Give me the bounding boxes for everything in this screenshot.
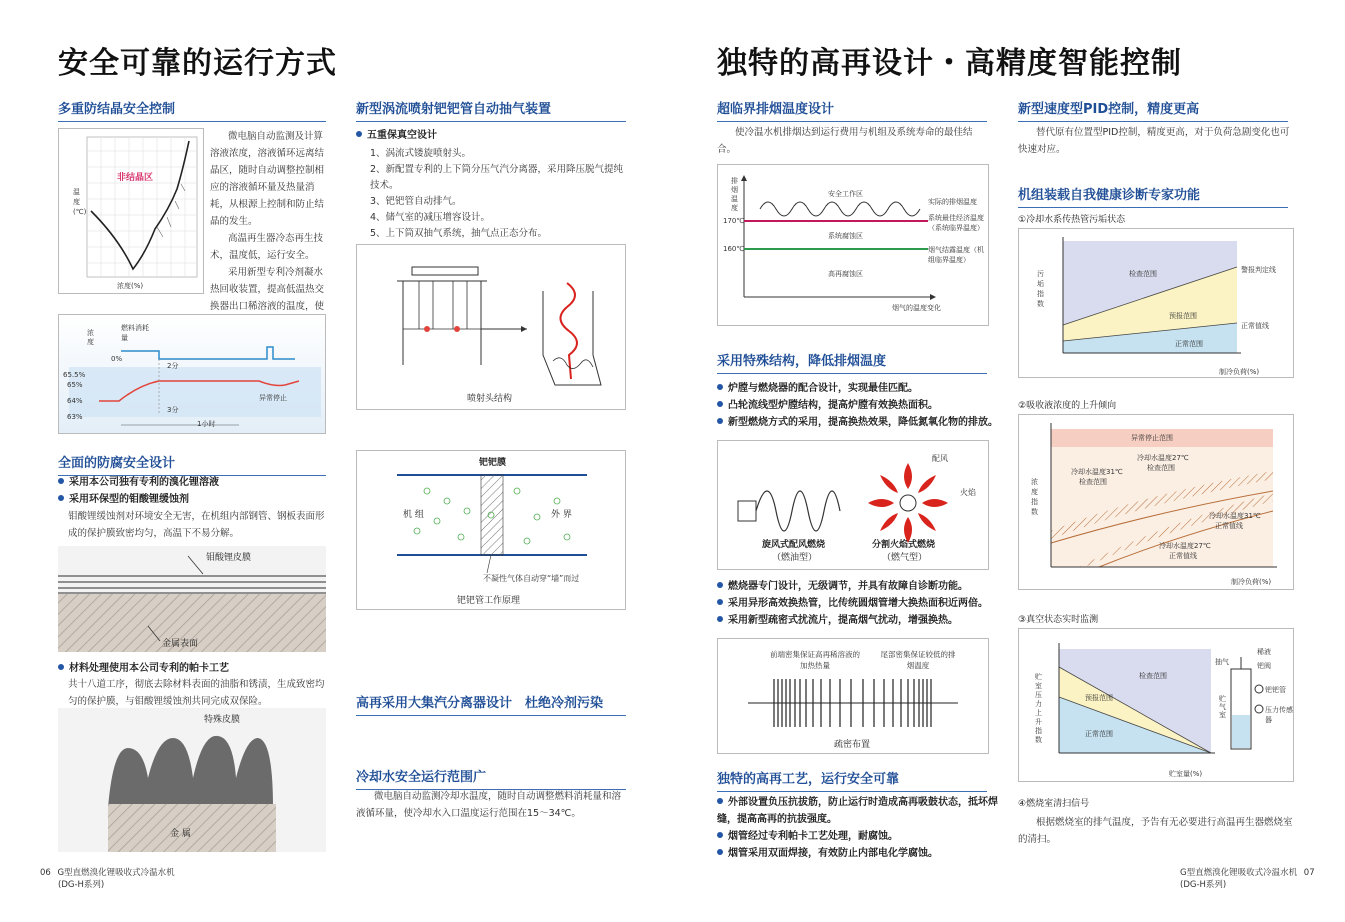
special-film-top-label: 特殊皮膜 [204,715,241,725]
trend-label-31-normal: 冷却水温度31℃ [1209,512,1261,520]
fouling-alarm-line: 警报判定线 [1241,266,1276,274]
vacuum-ylabel: 贮室压力上升指数 [1035,673,1042,744]
section-title-crystal: 多重防结晶安全控制 [58,98,326,122]
tick-64: 64% [67,397,83,405]
crystal-paragraph-1: 微电脑自动监测及计算溶液浓度，溶液循环远离结晶区，随时自动调整控制相应的溶液循环量及热量消耗，从根源上控制和防止结晶的发生。 [210,131,325,227]
crystal-paragraph-3: 采用新型专利冷剂凝水热回收装置，提高低温热交换器出口稀溶液的温度，使 [210,267,325,312]
footer-right-name: G型直燃溴化锂吸收式冷温水机 [1180,868,1298,878]
turbulator-left-label: 前端密集保证高再稀溶液的加热热量 [770,650,860,670]
exhaust-chart [717,164,989,326]
section-title-separator: 高再采用大集汽分离器设计 杜绝冷剂污染 [356,692,626,716]
vacuum-xlabel: 贮室量(%) [1169,770,1203,778]
label-system-optimal: 系统最佳经济温度（系统临界温度） [928,214,984,232]
zone-safe: 安全工作区 [828,190,863,198]
section-title-cooling: 冷却水安全运行范围广 [356,766,626,790]
fouling-zone-check: 检查范围 [1129,270,1157,278]
footer-left-name: G型直燃溴化锂吸收式冷温水机 [57,868,175,878]
diag4-title: ④燃烧室清扫信号 [1018,799,1090,809]
left-page-title: 安全可靠的运行方式 [58,46,337,81]
turbulator-figure [717,638,989,754]
trend-label-check-2: 检查范围 [1147,464,1175,472]
exhaust-tick-170: 170℃ [723,217,745,225]
device-chamber: 贮气室 [1219,695,1226,719]
concentration-trend-chart [1018,414,1294,590]
film-bottom-label: 金属表面 [162,639,199,649]
parker-bullet: 材料处理使用本公司专利的帕卡工艺 [58,660,328,677]
anticorrosion-bullet-2: 采用环保型的钼酸锂缓蚀剂 [58,491,328,508]
anticorrosion-bullets [58,474,328,508]
right-page-title: 独特的高再设计・高精度智能控制 [717,46,1182,81]
fouling-xlabel: 制冷负荷(%) [1219,368,1260,376]
diag4-text: 根据燃烧室的排气温度，予告有无必要进行高温再生器燃烧室的清扫。 [1018,817,1293,845]
vortex-item-1: 1、涡流式镂旋喷射头。 [370,148,472,159]
special-film-bottom-label: 金 属 [170,829,191,839]
film-top-label: 钼酸锂皮膜 [206,553,252,563]
device-pressure-sensor: 压力传感器 [1265,706,1293,724]
vacuum-zone-check: 检查范围 [1139,672,1167,680]
device-pd-tube: 钯钯管 [1265,686,1286,694]
burner-right-sub: （燃气型） [882,553,928,563]
structure-bullet-3: 新型燃烧方式的采用，提高换热效果，降低氮氧化物的排放。 [717,414,1002,431]
vortex-item-4: 4、储气室的减压增容设计。 [370,212,491,223]
device-suction: 抽气 [1215,658,1229,666]
trend-label-normal-1: 正常值线 [1215,522,1243,530]
anticorrosion-bullet-1: 采用本公司独有专利的溴化锂溶液 [58,474,328,491]
film-figure [58,546,326,652]
palladium-caption: 钯钯管工作原理 [457,596,521,606]
label-2min: 2分 [167,362,179,370]
diag2-title: ②吸收液浓度的上升倾向 [1018,401,1117,411]
structure-bullet-2: 凸轮流线型炉膛结构，提高炉膛有效换热面积。 [717,397,1002,414]
footer-left [40,866,175,890]
palladium-top-label: 钯钯膜 [479,458,507,468]
special-film-figure [58,708,326,852]
turbulator-right-label: 尾部密集保证较低的排烟温度 [880,650,956,670]
parker-text: 共十八道工序，彻底去除材料表面的油脂和锈渍，生成致密均匀的保护膜，与钼酸锂缓蚀剂共同完成双保险。 [68,679,325,707]
trend-top-zone: 异常停止范围 [1131,434,1173,442]
fouling-normal-line: 正常值线 [1241,322,1269,330]
section-title-diagnosis: 机组装载自我健康诊断专家功能 [1018,184,1288,208]
structure-bullets [717,380,1002,431]
label-actual-exhaust: 实际的排烟温度 [928,198,977,206]
zone-high-corrosion: 高再腐蚀区 [828,270,863,278]
palladium-left-label: 机 组 [403,510,424,520]
label-dew-point: 烟气结露温度（机组临界温度） [928,246,984,264]
craft-bullets [717,794,1002,862]
conc-label: 浓度 [87,329,94,346]
trend-label-27-normal: 冷却水温度27℃ [1159,542,1211,550]
section-title-anticorrosion: 全面的防腐安全设计 [58,452,326,476]
section-title-vortex: 新型涡流喷射钯钯管自动抽气装置 [356,98,626,122]
label-1hour: 1小时 [197,420,216,428]
label-abnormal-stop: 异常停止 [259,394,287,402]
section-title-craft: 独特的高再工艺，运行安全可靠 [717,768,987,792]
trend-label-31-check: 冷却水温度31℃ [1071,468,1123,476]
vortex-bullet: 五重保真空设计 [356,127,626,144]
trend-ylabel: 浓度指数 [1031,478,1038,516]
vortex-item-2: 2、新配置专利的上下筒分压气汽分离器，采用降压脱气提纯技术。 [370,164,624,191]
exhaust-tick-160: 160℃ [723,245,745,253]
tick-63: 63% [67,413,83,421]
tick-655: 65.5% [63,371,86,379]
burner-wind-label: 配风 [932,454,948,463]
diag1-title: ①冷却水系传热管污垢状态 [1018,215,1126,225]
trend-label-check-1: 检查范围 [1079,478,1107,486]
fouling-ylabel: 污垢指数 [1037,270,1044,308]
footer-right-series: (DG-H系列) [1180,880,1227,890]
craft-bullet-3: 烟管采用双面焊接，有效防止内部电化学腐蚀。 [717,845,1002,862]
section-title-structure: 采用特殊结构，降低排烟温度 [717,350,987,374]
burner-bullet-3: 采用新型疏密式扰流片，提高烟气扰动，增强换热。 [717,612,1002,629]
vortex-item-3: 3、钯钯管自动排气。 [370,196,462,207]
crystal-chart [58,128,204,294]
tick-0pct: 0% [111,355,123,363]
exhaust-text: 使冷温水机排烟达到运行费用与机组及系统寿命的最佳结合。 [717,127,973,155]
trend-xlabel: 制冷负荷(%) [1231,578,1272,586]
nozzle-caption: 喷射头结构 [467,394,513,404]
pid-text: 替代原有位置型PID控制，精度更高，对于负荷急剧变化也可快速对应。 [1018,127,1290,155]
palladium-figure [356,450,626,610]
device-dilute: 稀液 [1257,648,1271,656]
footer-right-page: 07 [1303,868,1315,878]
fouling-chart [1018,228,1294,378]
section-title-pid: 新型速度型PID控制，精度更高 [1018,98,1288,122]
label-3min: 3分 [167,406,179,414]
fouling-zone-forecast: 预报范围 [1169,312,1197,320]
diag3-title: ③真空状态实时监测 [1018,615,1099,625]
crystal-paragraph-2: 高温再生器冷态再生技术，温度低，运行安全。 [210,233,324,261]
tick-65: 65% [67,381,83,389]
palladium-note: 不凝性气体自动穿“墙”而过 [483,574,580,583]
device-valve: 钯阀 [1257,662,1271,670]
trend-label-27-check: 冷却水温度27℃ [1137,454,1189,462]
burner-bullet-1: 燃烧器专门设计，无级调节，并具有故障自诊断功能。 [717,578,1002,595]
fouling-zone-normal: 正常范围 [1175,340,1203,348]
exhaust-ylabel: 排烟温度 [731,177,738,212]
nozzle-figure [356,244,626,410]
exhaust-xlabel: 烟气的温度变化 [892,304,941,312]
footer-left-series: (DG-H系列) [58,880,105,890]
vacuum-zone-normal: 正常范围 [1085,730,1113,738]
turbulator-caption: 疏密布置 [834,740,871,750]
footer-right [1180,866,1315,890]
inhibitor-text: 钼酸锂缓蚀剂对环境安全无害，在机组内部钢管、钢板表面形成的保护膜致密均匀，高温下不易分解。 [68,511,325,539]
burner-bullet-2: 采用异形高效换热管，比传统圆烟管增大换热面积近两倍。 [717,595,1002,612]
burner-flame-label: 火焰 [960,488,976,497]
palladium-right-label: 外 界 [551,510,572,520]
crystal-region-label: 非结晶区 [117,173,154,183]
section-title-exhaust: 超临界排烟温度设计 [717,98,987,122]
craft-bullet-2: 烟管经过专利帕卡工艺处理，耐腐蚀。 [717,828,1002,845]
burner-right-caption: 分割火焰式燃烧 [872,540,936,550]
burner-figure [717,440,989,570]
burner-left-caption: 旋风式配风燃烧 [762,540,826,550]
burner-bullets [717,578,1002,629]
vacuum-chart [1018,628,1294,782]
vortex-item-5: 5、上下筒双抽气系统，抽气点正态分布。 [370,228,548,239]
fuel-label: 燃料消耗量 [121,324,149,342]
trend-label-normal-2: 正常值线 [1169,552,1197,560]
cooling-text: 微电脑自动监测冷却水温度，随时自动调整燃料消耗量和溶液循环量，使冷却水入口温度运行范围在15～34℃。 [356,791,622,819]
craft-bullet-1: 外部设置负压抗拔筋，防止运行时造成高再吸鼓状态，抵坏焊缝，提高高再的抗拔强度。 [717,797,998,825]
zone-system-corrosion: 系统腐蚀区 [828,232,863,240]
crystal-xlabel: 浓度(%) [117,282,144,290]
footer-left-page: 06 [40,868,51,878]
concentration-chart [58,314,326,434]
crystal-ylabel: 温度(℃) [73,188,87,216]
structure-bullet-1: 炉膛与燃烧器的配合设计，实现最佳匹配。 [717,380,1002,397]
vortex-items [370,146,632,242]
burner-left-sub: （燃油型） [772,553,818,563]
vacuum-zone-forecast: 预报范围 [1085,694,1113,702]
